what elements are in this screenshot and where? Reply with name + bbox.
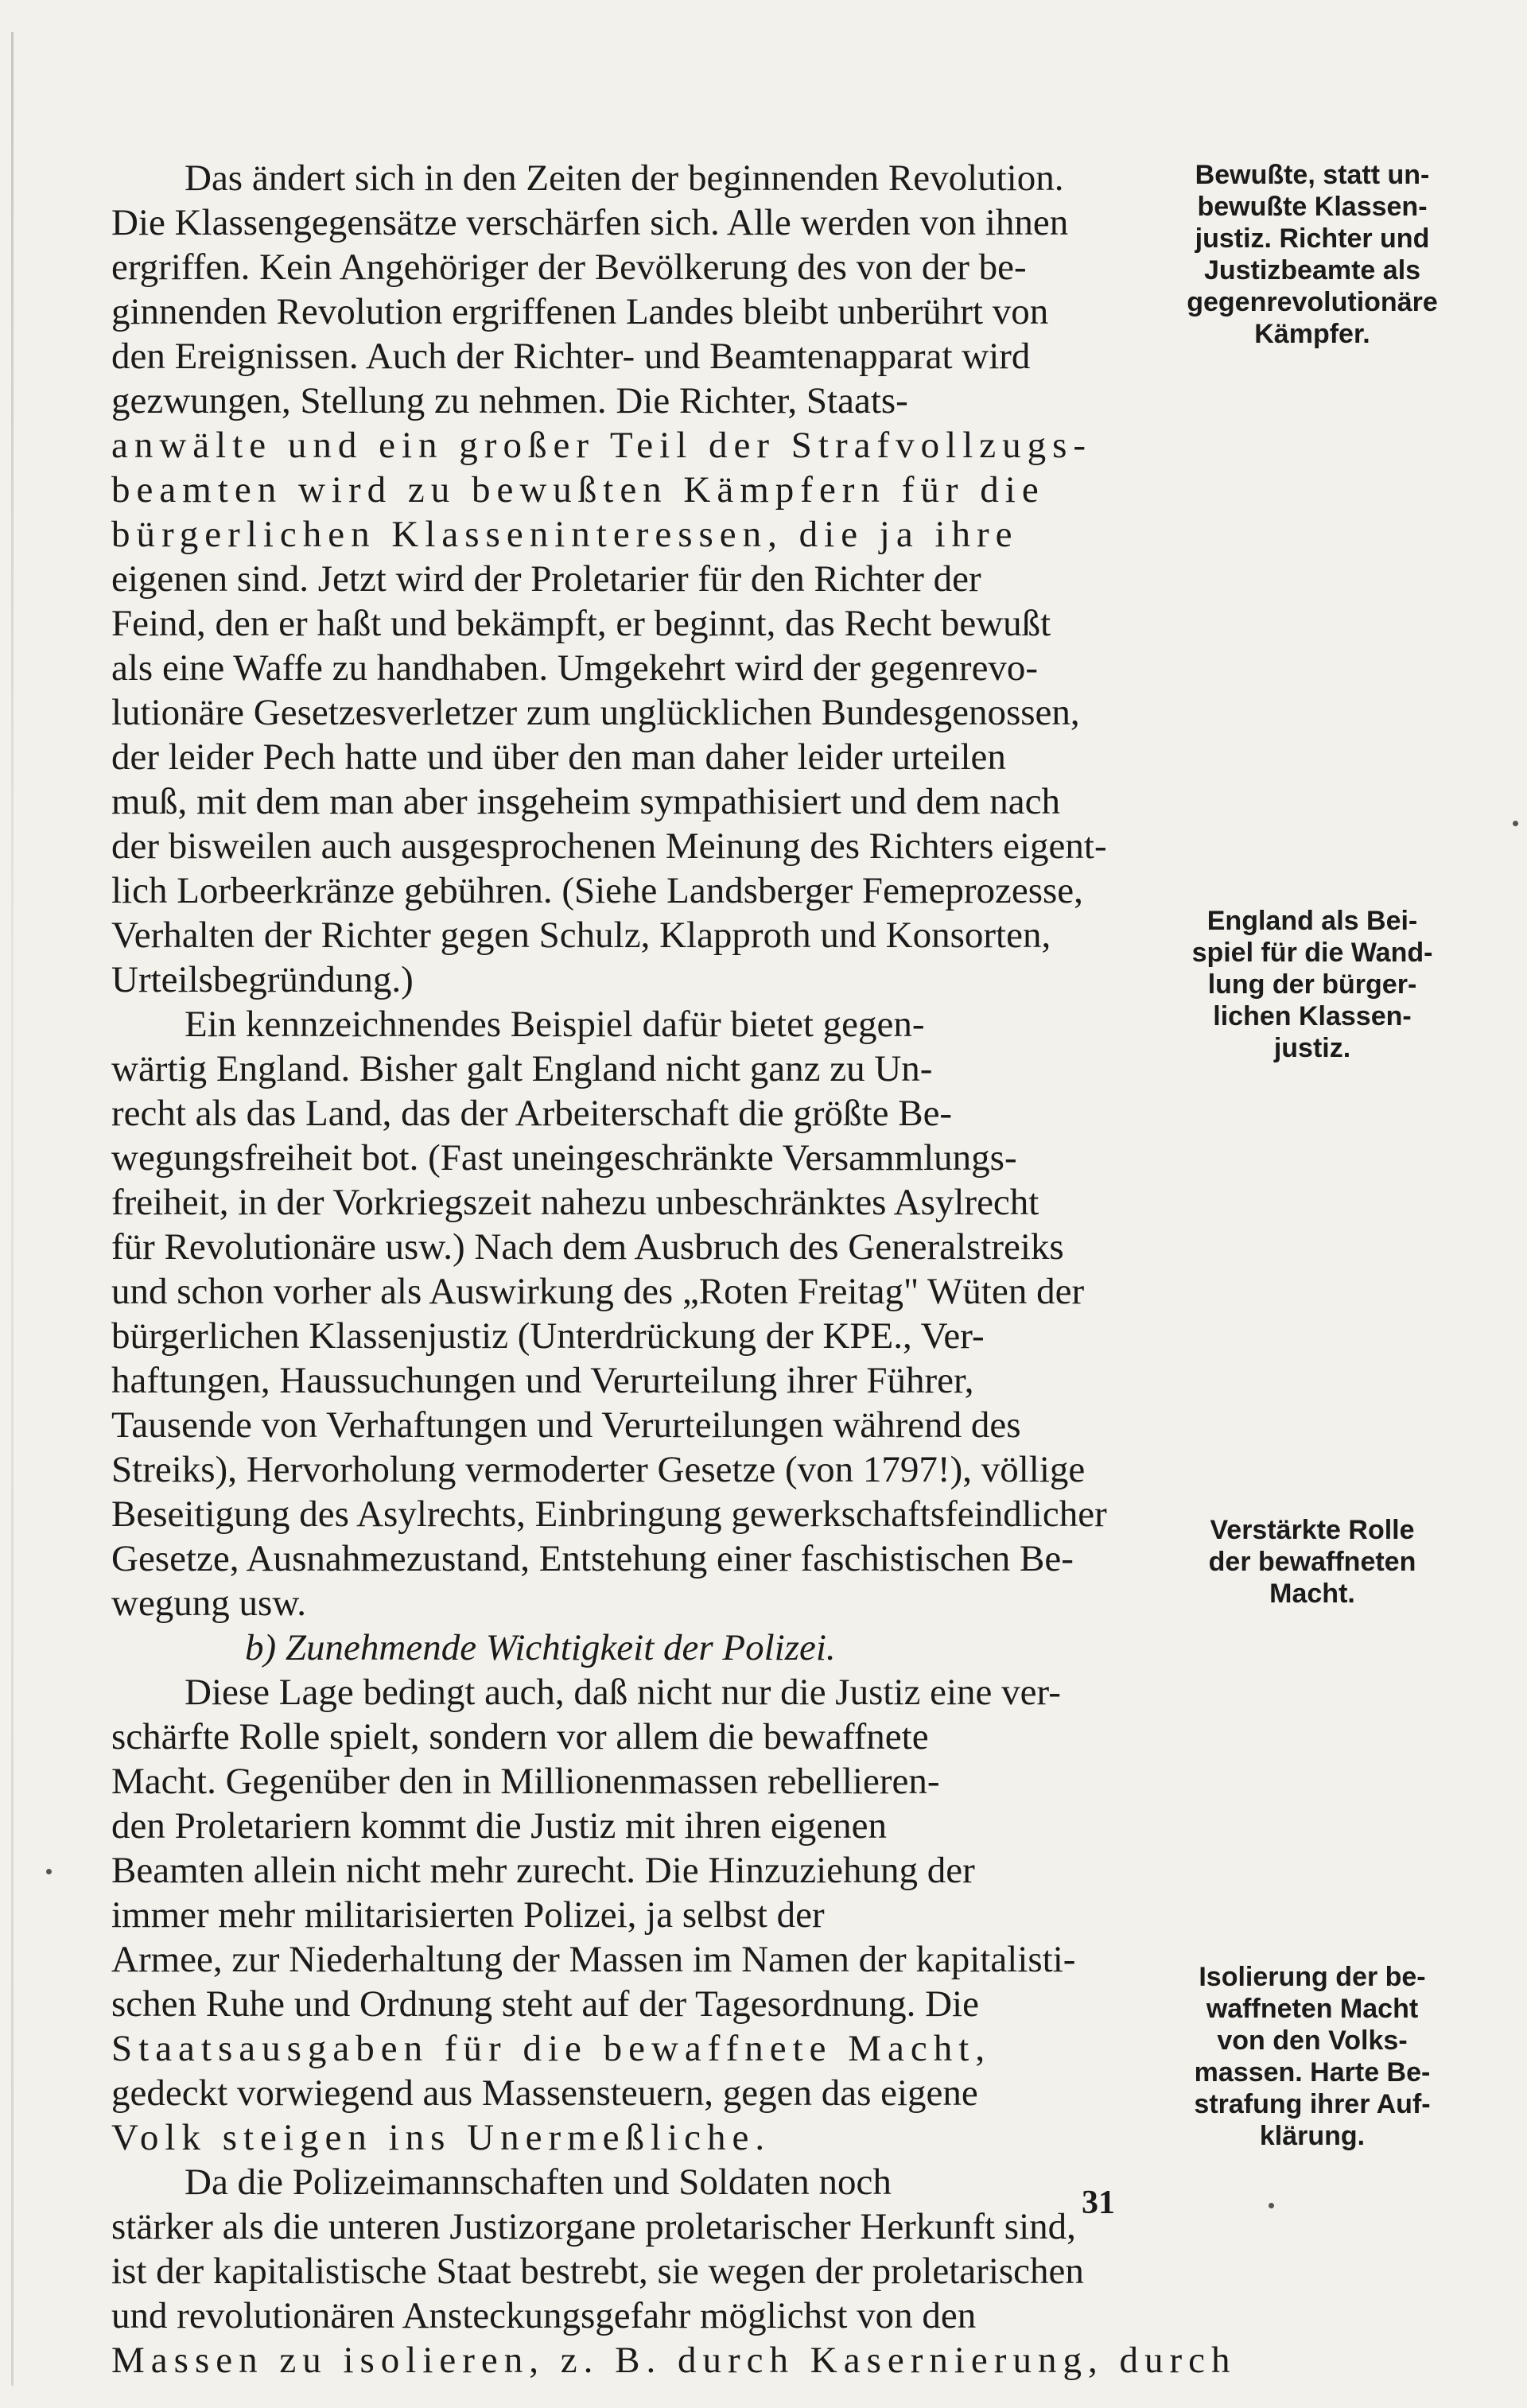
text-line: ist der kapitalistische Staat bestrebt, sie wegen der proletarischen [111,2251,1084,2292]
text-line: Gesetze, Ausnahmezustand, Entstehung einer faschistischen Be- [111,1538,1074,1579]
text-line: Armee, zur Niederhaltung der Massen im Namen der kapitalisti- [111,1939,1076,1980]
text-line: Beseitigung des Asylrechts, Einbringung gewerkschaftsfeindlicher [111,1493,1107,1535]
text-line: Streiks), Hervorholung vermoderter Gesetze (von 1797!), völlige [111,1449,1086,1490]
text-line: und schon vorher als Auswirkung des „Roten Freitag" Wüten der [111,1271,1085,1312]
note-line: England als Bei- [1206,906,1418,936]
note-line: von den Volks- [1217,2025,1408,2056]
text-line: lich Lorbeerkränze gebühren. (Siehe Landsberger Femeprozesse, [111,870,1083,911]
main-text-column [111,156,1237,2383]
margin-note-4 [1161,1961,1463,2152]
text-line: für Revolutionäre usw.) Nach dem Ausbruch des Generalstreiks [111,1226,1064,1268]
ink-speck [1269,2203,1274,2208]
text-line: Die Klassengegensätze verschärfen sich. Alle werden von ihnen [111,202,1069,243]
text-line: freiheit, in der Vorkriegszeit nahezu unbeschränktes Asylrecht [111,1182,1039,1223]
text-line: Feind, den er haßt und bekämpft, er beginnt, das Recht bewußt [111,603,1051,644]
text-line: haftungen, Haussuchungen und Verurteilung ihrer Führer, [111,1360,974,1401]
text-line: Ein kennzeichnendes Beispiel dafür bietet gegen- [185,1004,925,1045]
text-line: Macht. Gegenüber den in Millionenmassen rebellieren- [111,1761,940,1802]
text-line: lutionäre Gesetzesverletzer zum unglücklichen Bundesgenossen, [111,692,1080,733]
text-line: Verhalten der Richter gegen Schulz, Klapproth und Konsorten, [111,915,1051,956]
note-line: massen. Harte Be- [1194,2057,1431,2088]
margin-note-1 [1161,159,1463,350]
note-line: Verstärkte Rolle [1210,1515,1415,1545]
note-line: Kämpfer. [1254,319,1370,349]
text-line: Urteilsbegründung.) [111,959,414,1000]
text-line: Massen zu isolieren, z. B. durch Kasernierung, durch [111,2340,1237,2381]
text-line: bürgerlichen Klassenjustiz (Unterdrückung der KPE., Ver- [111,1315,985,1357]
text-line: stärker als die unteren Justizorgane proletarischer Herkunft sind, [111,2206,1076,2247]
note-line: strafung ihrer Auf- [1194,2089,1431,2119]
ink-speck [1513,821,1518,826]
paragraph-1 [111,156,1145,1002]
text-line: anwälte und ein großer Teil der Strafvollzugs- [111,425,1093,466]
text-line: Tausende von Verhaftungen und Verurteilungen während des [111,1404,1021,1446]
note-line: justiz. Richter und [1195,223,1430,254]
page-number: 31 [1082,2185,1115,2221]
scan-edge [11,32,14,2386]
text-line: Das ändert sich in den Zeiten der beginnenden Revolution. [185,157,1064,199]
text-line: wegungsfreiheit bot. (Fast uneingeschränkte Versammlungs- [111,1137,1017,1179]
text-line: der leider Pech hatte und über den man daher leider urteilen [111,736,1006,778]
note-line: spiel für die Wand- [1191,938,1433,968]
text-line: der bisweilen auch ausgesprochenen Meinung des Richters eigent- [111,825,1107,867]
margin-note-3 [1161,1514,1463,1610]
section-heading: b) Zunehmende Wichtigkeit der Polizei. [245,1627,836,1668]
text-line: gezwungen, Stellung zu nehmen. Die Richter, Staats- [111,380,908,421]
text-line: Staatsausgaben für die bewaffnete Macht, [111,2028,992,2069]
text-line: gedeckt vorwiegend aus Massensteuern, gegen das eigene [111,2072,978,2114]
note-line: Isolierung der be- [1199,1962,1426,1992]
note-line: Bewußte, statt un- [1195,160,1430,190]
paragraph-4 [111,2160,1237,2383]
note-line: klärung. [1259,2121,1366,2151]
text-line: eigenen sind. Jetzt wird der Proletarier für den Richter der [111,558,981,600]
text-line: ginnenden Revolution ergriffenen Landes bleibt unberührt von [111,291,1049,332]
note-line: waffneten Macht [1206,1994,1419,2024]
margin-note-2 [1161,905,1463,1064]
paragraph-2 [111,1002,1145,1625]
ink-speck [46,1869,52,1874]
note-line: lung der bürger- [1207,969,1417,1000]
text-line: als eine Waffe zu handhaben. Umgekehrt wird der gegenrevo- [111,647,1039,689]
text-line: wegung usw. [111,1583,306,1624]
text-line: immer mehr militarisierten Polizei, ja selbst der [111,1894,825,1936]
text-line: den Proletariern kommt die Justiz mit ihren eigenen [111,1805,887,1847]
text-line: Volk steigen ins Unermeßliche. [111,2117,771,2158]
note-line: gegenrevolutionäre [1187,287,1438,317]
text-line: bürgerlichen Klasseninteressen, die ja ihre [111,514,1019,555]
note-line: Justizbeamte als [1203,255,1421,285]
text-line: schärfte Rolle spielt, sondern vor allem die bewaffnete [111,1716,929,1757]
text-line: den Ereignissen. Auch der Richter- und Beamtenapparat wird [111,336,1031,377]
text-line: beamten wird zu bewußten Kämpfern für die [111,469,1045,511]
text-line: Beamten allein nicht mehr zurecht. Die Hinzuziehung der [111,1850,975,1891]
text-line: ergriffen. Kein Angehöriger der Bevölkerung des von der be- [111,247,1027,288]
text-line: Da die Polizeimannschaften und Soldaten noch [185,2161,892,2203]
text-line: muß, mit dem man aber insgeheim sympathisiert und dem nach [111,781,1061,822]
text-line: Diese Lage bedingt auch, daß nicht nur die Justiz eine ver- [185,1672,1061,1713]
text-line: recht als das Land, das der Arbeiterschaft die größte Be- [111,1093,953,1134]
note-line: justiz. [1273,1033,1351,1063]
text-line: und revolutionären Ansteckungsgefahr möglichst von den [111,2295,977,2336]
note-line: bewußte Klassen- [1197,192,1428,222]
note-line: lichen Klassen- [1213,1001,1412,1031]
note-line: Macht. [1269,1579,1355,1609]
text-line: schen Ruhe und Ordnung steht auf der Tagesordnung. Die [111,1983,979,2025]
paragraph-3 [111,1670,1145,2160]
text-line: wärtig England. Bisher galt England nicht ganz zu Un- [111,1048,933,1089]
note-line: der bewaffneten [1208,1547,1416,1577]
